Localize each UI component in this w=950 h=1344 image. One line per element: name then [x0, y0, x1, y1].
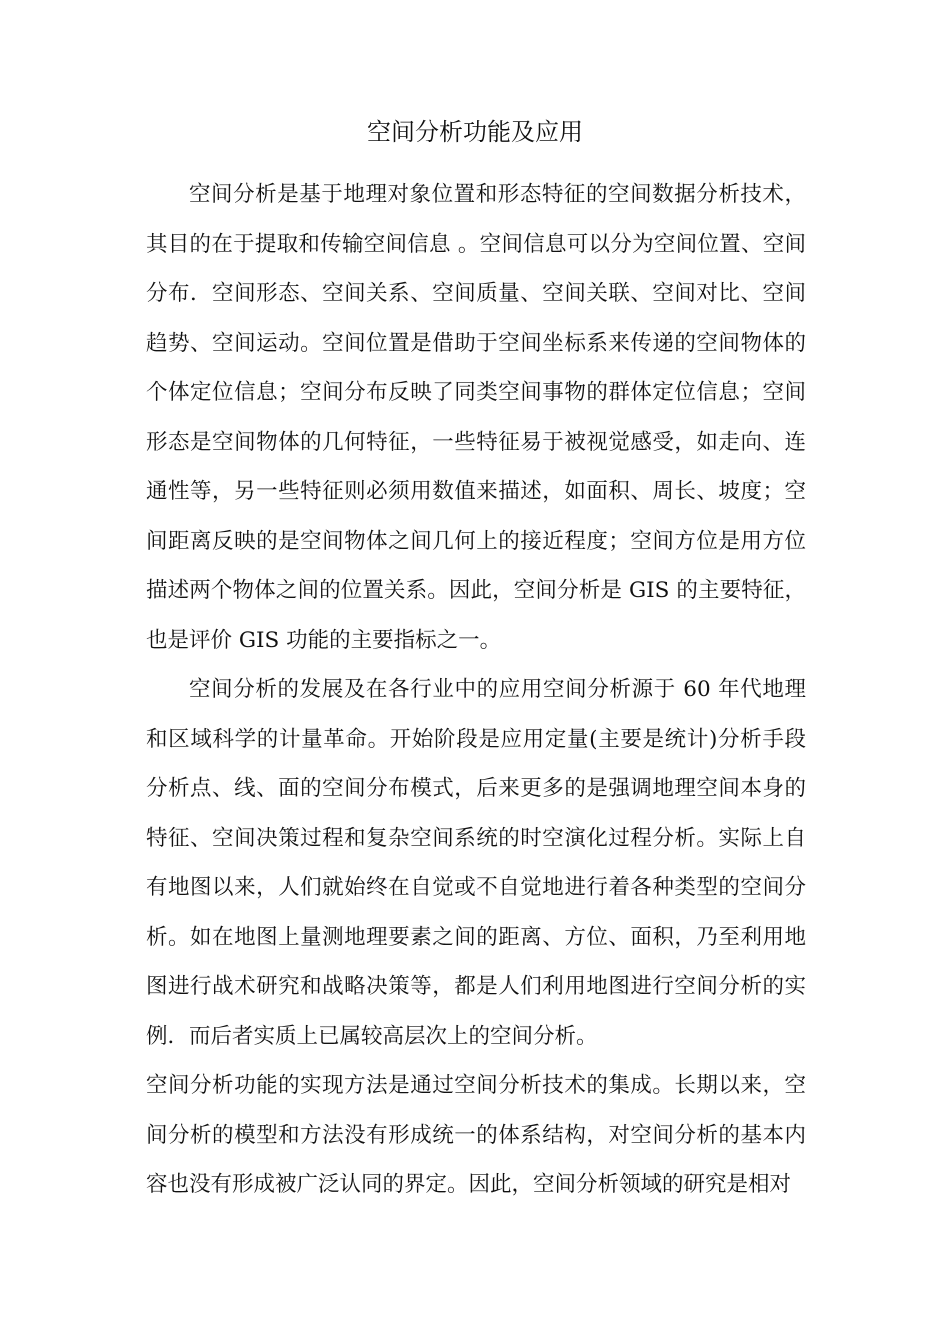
paragraph-2: 空间分析的发展及在各行业中的应用空间分析源于 60 年代地理和区域科学的计量革命。开始阶段是应用定量(主要是统计)分析手段分析点、线、面的空间分布模式，后来更多的是强调地理空间本身的特征、空间决策过程和复杂空间系统的时空演化过程分析。实际上自有地图以来，人们就始终在自觉或不自觉地进行着各种类型的空间分析。如在地图上量测地理要素之间的距离、方位、面积，乃至利用地图进行战术研究和战略决策等，都是人们利用地图进行空间分析的实例．而后者实质上已属较高层次上的空间分析。 [146, 677, 806, 1049]
document-title: 空间分析功能及应用 [367, 118, 583, 146]
paragraph-3: 空间分析功能的实现方法是通过空间分析技术的集成。长期以来，空间分析的模型和方法没有形成统一的体系结构，对空间分析的基本内容也没有形成被广泛认同的界定。因此，空间分析领域的研究是相对 [146, 1073, 806, 1197]
paragraph-1: 空间分析是基于地理对象位置和形态特征的空间数据分析技术，其目的在于提取和传输空间信息 。空间信息可以分为空间位置、空间分布．空间形态、空间关系、空间质量、空间关联、空间对比、空间趋势、空间运动。空间位置是借助于空间坐标系来传递的空间物体的个体定位信息；空间分布反映了同类空间事物的群体定位信息；空间形态是空间物体的几何特征，一些特征易于被视觉感受，如走向、连通性等，另一些特征则必须用数值来描述，如面积、周长、坡度；空间距离反映的是空间物体之间几何上的接近程度；空间方位是用方位描述两个物体之间的位置关系。因此，空间分析是 GIS 的主要特征，也是评价 GIS 功能的主要指标之一。 [146, 182, 806, 653]
